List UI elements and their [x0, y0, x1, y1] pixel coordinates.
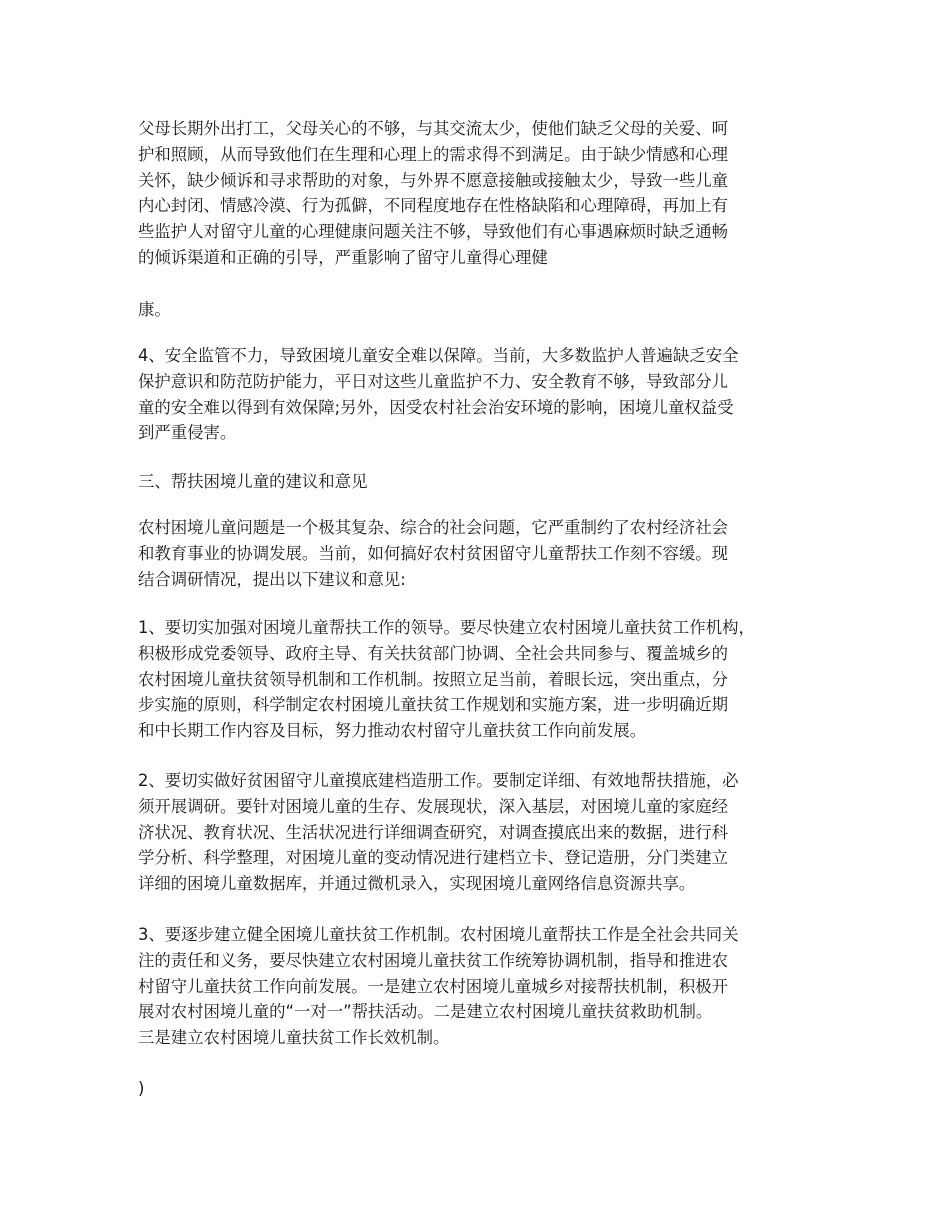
text-line: ): [138, 1079, 145, 1098]
text-line: 1、要切实加强对困境儿童帮扶工作的领导。要尽快建立农村困境儿童扶贫工作机构，: [138, 618, 755, 637]
text-line: 护和照顾，从而导致他们在生理和心理上的需求得不到满足。由于缺少情感和心理: [138, 144, 729, 164]
text-line: 须开展调研。要针对困境儿童的生存、发展现状，深入基层，对困境儿童的家庭经: [138, 796, 729, 816]
paragraph-intro-suggestions: [138, 515, 838, 592]
text-line: 济状况、教育状况、生活状况进行详细调查研究，对调查摸底出来的数据，进行科: [138, 822, 729, 842]
text-line: 步实施的原则，科学制定农村困境儿童扶贫工作规划和实施方案，进一步明确近期: [138, 695, 729, 715]
text-line: 三是建立农村困境儿童扶贫工作长效机制。: [138, 1028, 450, 1048]
paragraph-safety-supervision: [138, 343, 838, 446]
paragraph-trailing-mark: [138, 1076, 838, 1102]
text-line: 康。: [138, 300, 171, 319]
text-line: 三、帮扶困境儿童的建议和意见: [138, 472, 368, 491]
text-line: 到严重侵害。: [138, 423, 237, 443]
paragraph-suggestion-2: [138, 768, 838, 897]
text-line: 3、要逐步建立健全困境儿童扶贫工作机制。农村困境儿童帮扶工作是全社会共同关: [138, 925, 739, 944]
paragraph-left-behind-psychology: [138, 116, 838, 271]
text-line: 学分析、科学整理，对困境儿童的变动情况进行建档立卡、登记造册，分门类建立: [138, 848, 729, 868]
text-line: 和教育事业的协调发展。当前，如何搞好农村贫困留守儿童帮扶工作刻不容缓。现: [138, 543, 729, 563]
text-line: 4、安全监管不力，导致困境儿童安全难以保障。当前，大多数监护人普遍缺乏安全: [138, 346, 739, 365]
paragraph-continuation: [138, 297, 838, 323]
text-line: 童的安全难以得到有效保障;另外，因受农村社会治安环境的影响，困境儿童权益受: [138, 397, 734, 417]
text-line: 和中长期工作内容及目标，努力推动农村留守儿童扶贫工作向前发展。: [138, 721, 647, 741]
text-line: 农村困境儿童扶贫领导机制和工作机制。按照立足当前，着眼长远，突出重点，分: [138, 669, 729, 689]
text-line: 村留守儿童扶贫工作向前发展。一是建立农村困境儿童城乡对接帮扶机制，积极开: [138, 976, 729, 996]
text-line: 的倾诉渠道和正确的引导，严重影响了留守儿童得心理健: [138, 247, 548, 267]
paragraph-suggestion-3: [138, 922, 838, 1051]
text-line: 父母长期外出打工，父母关心的不够，与其交流太少，使他们缺乏父母的关爱、呵: [138, 119, 729, 138]
text-line: 保护意识和防范防护能力，平日对这些儿童监护不力、安全教育不够，导致部分儿: [138, 371, 729, 391]
text-line: 些监护人对留守儿童的心理健康问题关注不够，导致他们有心事遇麻烦时缺乏通畅: [138, 222, 729, 242]
text-line: 展对农村困境儿童的“一对一”帮扶活动。二是建立农村困境儿童扶贫救助机制。: [138, 1002, 713, 1022]
text-line: 注的责任和义务，要尽快建立农村困境儿童扶贫工作统筹协调机制，指导和推进农: [138, 950, 729, 970]
text-line: 积极形成党委领导、政府主导、有关扶贫部门协调、全社会共同参与、覆盖城乡的: [138, 643, 729, 663]
text-line: 农村困境儿童问题是一个极其复杂、综合的社会问题，它严重制约了农村经济社会: [138, 518, 729, 537]
text-line: 详细的困境儿童数据库，并通过微机录入，实现困境儿童网络信息资源共享。: [138, 874, 696, 894]
text-line: 2、要切实做好贫困留守儿童摸底建档造册工作。要制定详细、有效地帮扶措施，必: [138, 771, 739, 790]
section-heading: [138, 469, 838, 495]
paragraph-suggestion-1: [138, 615, 838, 744]
text-line: 内心封闭、情感冷漠、行为孤僻，不同程度地存在性格缺陷和心理障碍，再加上有: [138, 196, 729, 216]
text-line: 结合调研情况，提出以下建议和意见:: [138, 569, 406, 589]
text-line: 关怀，缺少倾诉和寻求帮助的对象，与外界不愿意接触或接触太少，导致一些儿童: [138, 170, 729, 190]
